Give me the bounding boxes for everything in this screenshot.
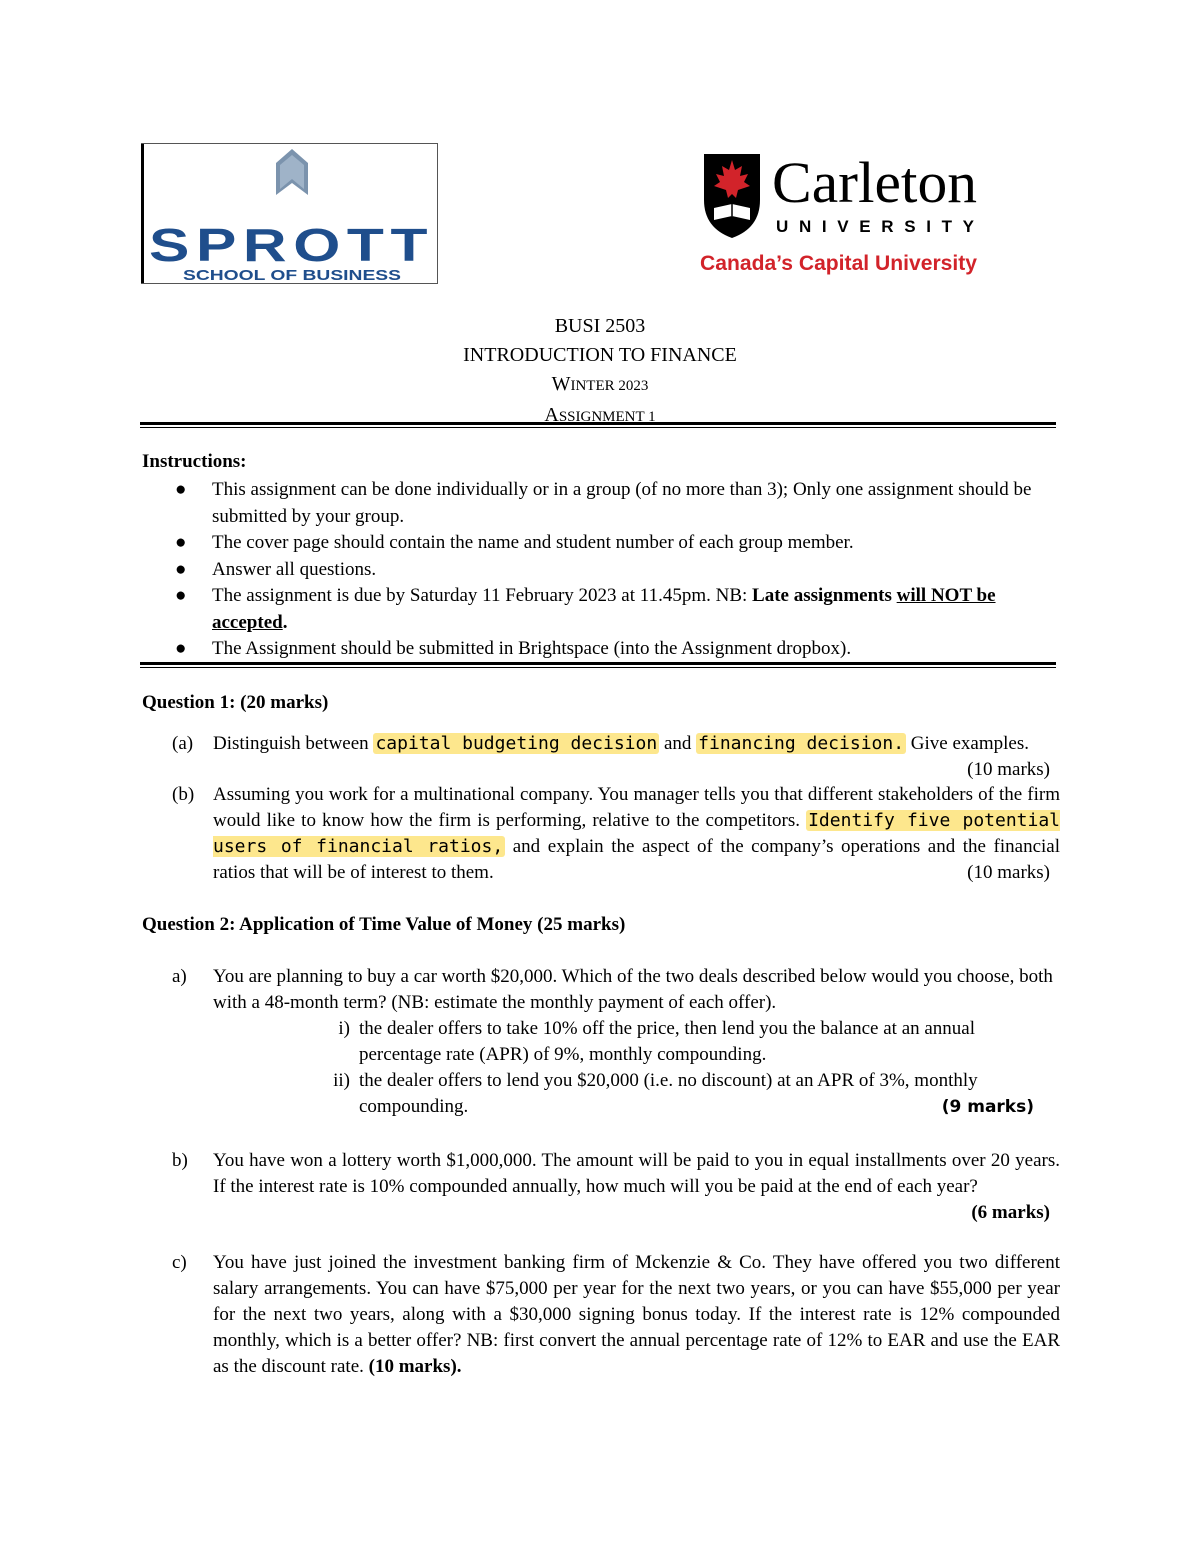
question-2-heading: Question 2: Application of Time Value of Money (25 marks) (142, 914, 626, 935)
marks: (6 marks) (971, 1202, 1050, 1223)
instructions-divider (140, 662, 1056, 668)
marks: (10 marks). (368, 1356, 462, 1377)
question-2a: a) You are planning to buy a car worth $20,000. Which of the two deals described below would you choose, both with a 48-month term? (NB: estimate the monthly payment of each offer). i) the dealer offers to take 10% off the price, then lend you the balance at an annual percentage rate (APR) of 9%, monthly compounding. ii) the dealer offers to lend you $20,000 (i.e. no discount) at an APR of 3%, monthly compounding. (9 marks) (172, 964, 1060, 1120)
title-block (0, 312, 1200, 432)
sprott-subtitle: SCHOOL OF BUSINESS (183, 267, 401, 284)
question-1-heading: Question 1: (20 marks) (142, 692, 329, 713)
marks: (9 marks) (941, 1097, 1034, 1117)
list-item: ● This assignment can be done individually or in a group (of no more than 3); Only one assignment should be submitted by your group. (175, 479, 1032, 527)
highlight: capital budgeting decision (375, 733, 658, 754)
carleton-tagline: Canada’s Capital University (700, 252, 978, 275)
late-warning-underlined: will NOT be accepted (212, 585, 996, 633)
list-item: ● Answer all questions. (175, 558, 377, 580)
sprott-name: SPROTT (149, 219, 434, 271)
sub-item: ii) the dealer offers to lend you $20,000 (i.e. no discount) at an APR of 3%, monthly compounding. (9 marks) (318, 1068, 1060, 1120)
header-divider (140, 422, 1056, 428)
carleton-shield-icon (704, 154, 760, 238)
instructions-list (142, 477, 1042, 663)
carleton-name: Carleton (772, 150, 977, 215)
marks: (10 marks) (967, 862, 1050, 883)
highlight: Identify five potential users of financial ratios, (213, 810, 1061, 857)
course-title: INTRODUCTION TO FINANCE (463, 344, 737, 366)
carleton-university: UNIVERSITY (776, 217, 974, 236)
list-item: ● The Assignment should be submitted in Brightspace (into the Assignment dropbox). (175, 638, 852, 659)
question-2c: c) You have just joined the investment banking firm of Mckenzie & Co. They have offered you two different salary arrangements. You can have $75,000 per year for the next two years, or you can have $55,000 per year for the next two years, along with a $30,000 signing bonus today. If the interest rate is 12% compounded monthly, which is a better offer? NB: first convert the annual percentage rate of 12% to EAR and use the EAR as the discount rate. (10 marks). (172, 1252, 1060, 1377)
term: WINTER 2023 (551, 373, 649, 395)
question-2b: b) You have won a lottery worth $1,000,000. The amount will be paid to you in equal installments over 20 years. If the interest rate is 10% compounded annually, how much will you be paid at the end of each year? (6 marks) (172, 1148, 1060, 1226)
assignment-number: ASSIGNMENT 1 (544, 404, 656, 426)
marks: (10 marks) (967, 759, 1050, 780)
list-item: ● The assignment is due by Saturday 11 February 2023 at 11.45pm. NB: Late assignments will NOT be accepted. (175, 585, 996, 633)
course-code: BUSI 2503 (554, 315, 646, 337)
late-warning: Late assignments (752, 585, 892, 606)
instructions-title: Instructions: (142, 451, 247, 472)
question-1b: (b) Assuming you work for a multinational company. You manager tells you that different stakeholders of the firm would like to know how the firm is performing, relative to the competitors. Identify five potential users of financial ratios, and explain the aspect of the company’s operations and the financial ratios that will be of interest to them. (10 marks) (172, 782, 1060, 886)
list-item: ● The cover page should contain the name and student number of each group member. (175, 532, 854, 553)
sprott-logo (141, 143, 438, 284)
highlight: financing decision. (698, 733, 905, 754)
question-1a: (a) Distinguish between capital budgeting decision and financing decision. Give examples. (10 marks) (172, 731, 1060, 783)
sprott-mark-icon (276, 149, 308, 195)
sub-item: i) the dealer offers to take 10% off the price, then lend you the balance at an annual percentage rate (APR) of 9%, monthly compounding. (338, 1018, 976, 1065)
carleton-logo (700, 150, 990, 280)
